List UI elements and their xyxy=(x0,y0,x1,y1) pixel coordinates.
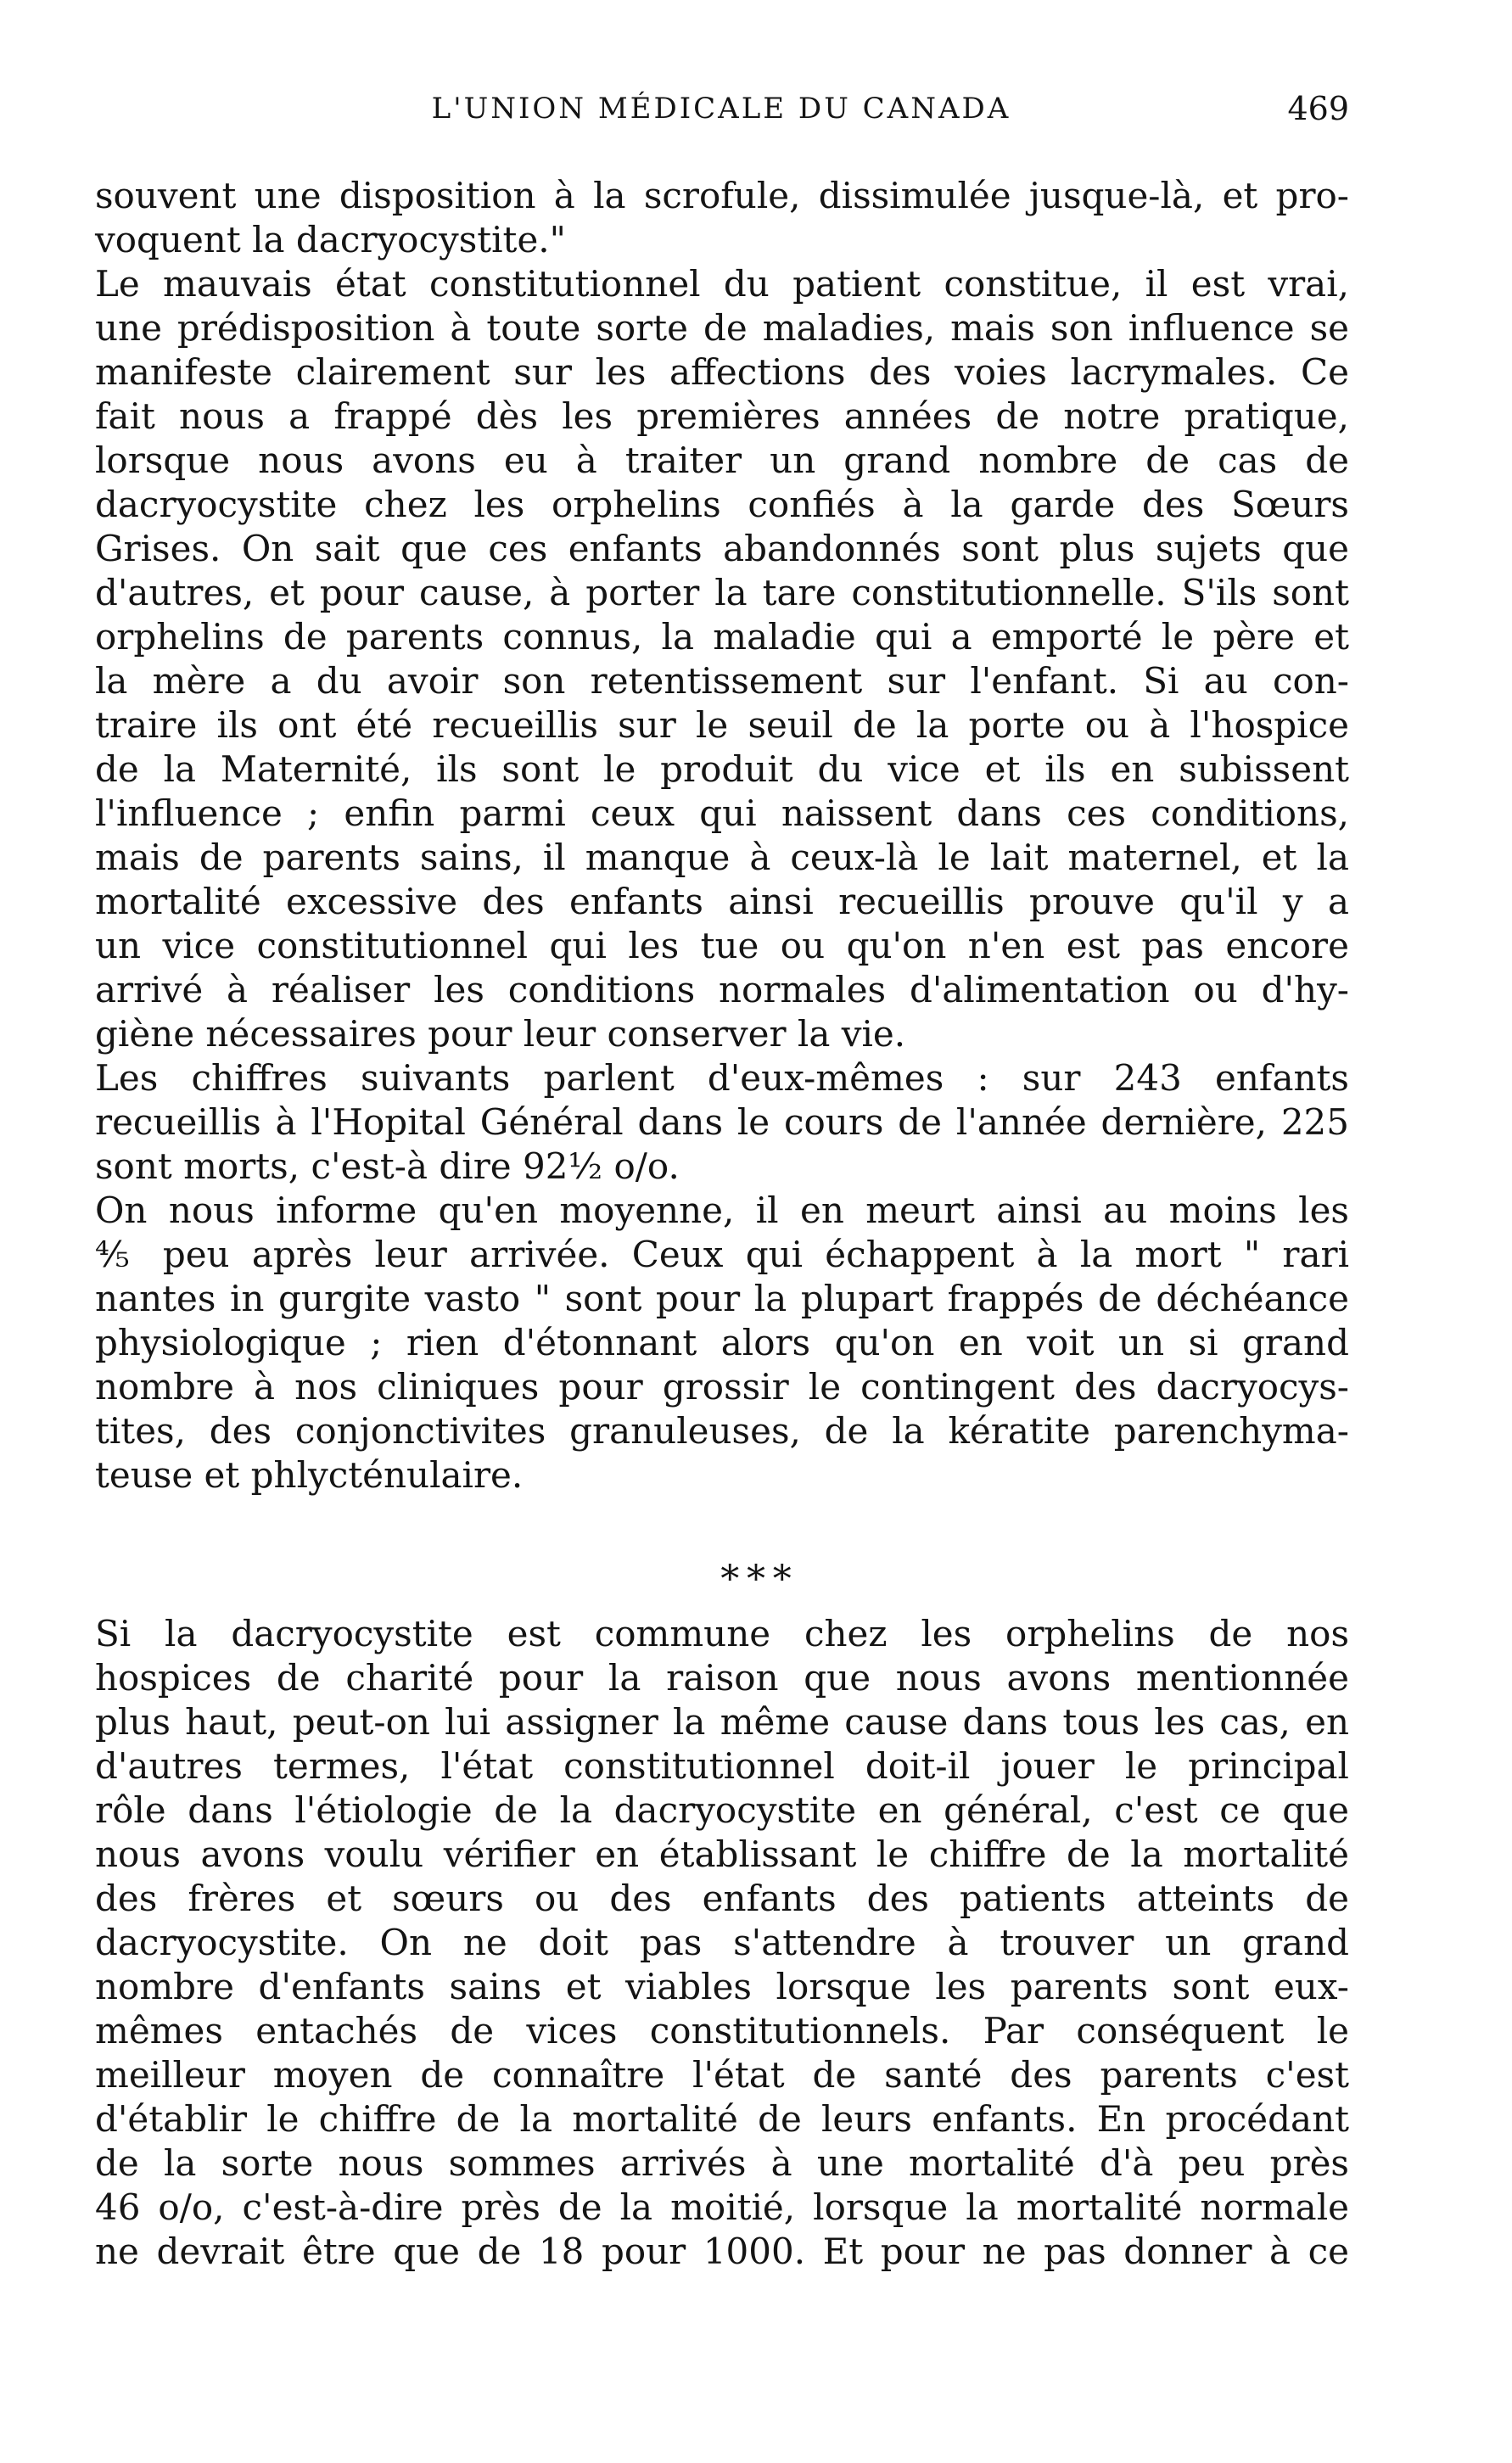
text-line: d'établir le chiffre de la mortalité de leurs enfants. En procédant xyxy=(95,2098,1349,2140)
text-line: d'autres termes, l'état constitutionnel doit-il jouer le principal xyxy=(95,1745,1349,1787)
text-line: orphelins de parents connus, la maladie qui a emporté le père et xyxy=(95,616,1349,658)
text-line: voquent la dacryocystite." xyxy=(95,219,566,260)
text-line: Si la dacryocystite est commune chez les orphelins de nos xyxy=(95,1613,1349,1654)
running-head: L'UNION MÉDICALE DU CANADA xyxy=(431,92,1011,126)
text-line: teuse et phlycténulaire. xyxy=(95,1454,524,1496)
text-line: l'influence ; enfin parmi ceux qui naissent dans ces conditions, xyxy=(95,792,1349,834)
text-line: tites, des conjonctivites granuleuses, de la kératite parenchyma- xyxy=(95,1410,1349,1452)
text-line: traire ils ont été recueillis sur le seuil de la porte ou à l'hospice xyxy=(95,704,1349,746)
text-line: ⅘ peu après leur arrivée. Ceux qui échappent à la mort " rari xyxy=(95,1234,1349,1275)
text-line: recueillis à l'Hopital Général dans le cours de l'année dernière, 225 xyxy=(95,1101,1349,1143)
text-line: nombre d'enfants sains et viables lorsque les parents sont eux- xyxy=(95,1966,1349,2007)
page-number: 469 xyxy=(1287,90,1349,127)
text-line: 46 o/o, c'est-à-dire près de la moitié, lorsque la mortalité normale xyxy=(95,2186,1349,2228)
text-line: nombre à nos cliniques pour grossir le contingent des dacryocys- xyxy=(95,1366,1349,1408)
text-line: une prédisposition à toute sorte de maladies, mais son influence se xyxy=(95,307,1349,349)
text-line: mais de parents sains, il manque à ceux-là le lait maternel, et la xyxy=(95,837,1349,878)
text-line: mortalité excessive des enfants ainsi recueillis prouve qu'il y a xyxy=(95,881,1349,922)
text-line: la mère a du avoir son retentissement sur l'enfant. Si au con- xyxy=(95,660,1349,702)
text-line: nous avons voulu vérifier en établissant le chiffre de la mortalité xyxy=(95,1833,1349,1875)
text-line: On nous informe qu'en moyenne, il en meurt ainsi au moins les xyxy=(95,1190,1349,1231)
section-separator: * * * xyxy=(720,1558,792,1601)
text-line: dacryocystite chez les orphelins confiés à la garde des Sœurs xyxy=(95,484,1349,525)
text-line: lorsque nous avons eu à traiter un grand nombre de cas de xyxy=(95,439,1349,481)
text-line: Grises. On sait que ces enfants abandonnés sont plus sujets que xyxy=(95,528,1349,569)
text-line: manifeste clairement sur les affections des voies lacrymales. Ce xyxy=(95,351,1349,393)
text-line: dacryocystite. On ne doit pas s'attendre à trouver un grand xyxy=(95,1922,1349,1963)
text-line: des frères et sœurs ou des enfants des patients atteints de xyxy=(95,1878,1349,1919)
text-line: souvent une disposition à la scrofule, dissimulée jusque-là, et pro- xyxy=(95,175,1349,216)
text-line: rôle dans l'étiologie de la dacryocystite en général, c'est ce que xyxy=(95,1789,1349,1831)
text-line: plus haut, peut-on lui assigner la même cause dans tous les cas, en xyxy=(95,1701,1349,1743)
text-line: Le mauvais état constitutionnel du patient constitue, il est vrai, xyxy=(95,263,1349,305)
text-line: mêmes entachés de vices constitutionnels. Par conséquent le xyxy=(95,2010,1349,2052)
text-line: fait nous a frappé dès les premières années de notre pratique, xyxy=(95,395,1349,437)
text-line: physiologique ; rien d'étonnant alors qu'on en voit un si grand xyxy=(95,1322,1349,1363)
text-line: un vice constitutionnel qui les tue ou qu'on n'en est pas encore xyxy=(95,925,1349,966)
text-line: ne devrait être que de 18 pour 1000. Et pour ne pas donner à ce xyxy=(95,2231,1349,2272)
text-line: hospices de charité pour la raison que nous avons mentionnée xyxy=(95,1657,1349,1699)
text-line: arrivé à réaliser les conditions normales d'alimentation ou d'hy- xyxy=(95,969,1349,1010)
text-line: giène nécessaires pour leur conserver la vie. xyxy=(95,1013,906,1055)
text-line: d'autres, et pour cause, à porter la tare constitutionnelle. S'ils sont xyxy=(95,572,1349,613)
text-line: sont morts, c'est-à dire 92½ o/o. xyxy=(95,1145,680,1187)
text-line: de la Maternité, ils sont le produit du vice et ils en subissent xyxy=(95,748,1349,790)
text-line: de la sorte nous sommes arrivés à une mortalité d'à peu près xyxy=(95,2142,1349,2184)
text-line: Les chiffres suivants parlent d'eux-mêmes : sur 243 enfants xyxy=(95,1057,1349,1099)
text-line: meilleur moyen de connaître l'état de santé des parents c'est xyxy=(95,2054,1349,2096)
text-line: nantes in gurgite vasto " sont pour la plupart frappés de déchéance xyxy=(95,1278,1349,1319)
